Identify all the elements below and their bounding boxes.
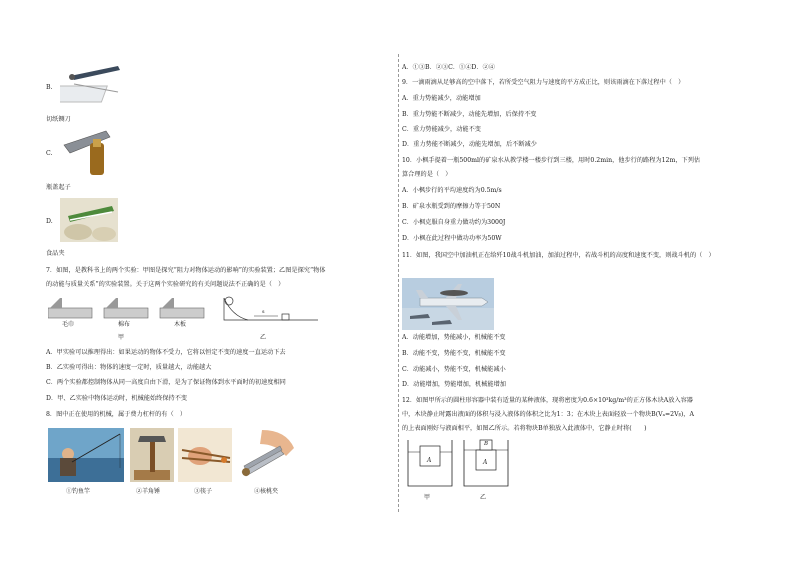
q7-option-c: C．两个实验都控制物体从同一高度自由下滑，是为了保证物体到水平面时的初速度相同 bbox=[46, 379, 286, 386]
q7-stem-line1: 7．如图，是教科书上的两个实验：甲图是探究“阻力对物体运动的影响”的实验装置；乙图是探究“物体 bbox=[46, 267, 326, 274]
q9-option-d: D．重力势能不断减少，动能先增加，后不断减少 bbox=[402, 141, 537, 148]
nutcracker-image bbox=[236, 426, 300, 482]
q12-block-a-yi: A bbox=[483, 459, 488, 466]
bottle-opener-caption: 瓶盖起子 bbox=[46, 184, 71, 191]
q8-answer-options: A．①③B．②③C．①④D．②④ bbox=[402, 64, 495, 71]
q10-option-c: C．小枫克服自身重力做功约为3000J bbox=[402, 219, 506, 226]
q12-block-b: B bbox=[484, 441, 489, 447]
q7-option-d: D．甲、乙实验中物体运动时，机械能始终保持不变 bbox=[46, 395, 188, 402]
q7-option-a: A．甲实验可以推理得出：如果运动的物体不受力，它将以恒定不变的速度一直运动下去 bbox=[46, 349, 286, 356]
q12-block-a-jia: A bbox=[427, 457, 432, 464]
q7-figure bbox=[48, 292, 318, 342]
q9-option-a: A．重力势能减少，动能增加 bbox=[402, 95, 481, 102]
q12-figure-yi: 乙 bbox=[480, 494, 487, 501]
q12-stem-line1: 12．如图甲所示的圆柱形容器中装有适量的某种液体，现将密度为0.6×10³kg/m³的正方体木块A放入容器 bbox=[402, 397, 693, 404]
food-tongs-image bbox=[60, 198, 118, 242]
option-c-label: C. bbox=[46, 150, 53, 157]
claw-hammer-image bbox=[130, 428, 174, 482]
surface-label-wood: 木板 bbox=[174, 321, 187, 328]
q11-option-d: D．动能增加，势能增加，机械能增加 bbox=[402, 381, 506, 388]
q7-option-b: B．乙实验可得出：物体的速度一定时，质量越大，动能越大 bbox=[46, 364, 212, 371]
q12-figure-jia: 甲 bbox=[424, 494, 431, 501]
refueling-aircraft-image bbox=[402, 278, 494, 330]
chopsticks-image bbox=[178, 428, 232, 482]
q10-option-b: B．矿泉水瓶受到的摩擦力等于50N bbox=[402, 203, 501, 210]
q11-option-b: B．动能不变，势能不变，机械能不变 bbox=[402, 350, 506, 357]
q8-stem: 8．图中正在使用的机械，属于费力杠杆的有（ ） bbox=[46, 411, 187, 418]
q12-figure bbox=[404, 436, 514, 490]
q9-option-c: C．重力势能减少，动能不变 bbox=[402, 126, 481, 133]
q12-stem-line2: 中，木块静止时露出液面的体积与浸入液体的体积之比为1：3；在木块上表面轻放一个物块B(Vₐ=2Vᵦ)，A bbox=[402, 411, 694, 418]
q9-stem: 9．一滴雨滴从足够高的空中落下，若所受空气阻力与速度的平方成正比，则该雨滴在下落过程中（ ） bbox=[402, 79, 685, 86]
q7-figure-yi: 乙 bbox=[260, 334, 267, 341]
q10-option-a: A．小枫步行的平均速度约为0.5m/s bbox=[402, 187, 502, 194]
q11-stem: 11．如图，我国空中加油机正在给歼10战斗机加油，加油过程中，若战斗机的高度和速度不变，则战斗机的（ ） bbox=[402, 252, 715, 259]
fishing-rod-image bbox=[48, 428, 124, 482]
option-d-label: D. bbox=[46, 218, 53, 225]
option-b-label: B. bbox=[46, 84, 53, 91]
paper-cutter-image bbox=[60, 62, 122, 106]
bottle-opener-image bbox=[60, 127, 116, 177]
paper-cutter-caption: 切纸铡刀 bbox=[46, 116, 71, 123]
q12-stem-line3: 的上表面刚好与液面相平，如图乙所示。若将物块B单独放入此液体中，它静止时将( ) bbox=[402, 425, 647, 432]
q7-stem-line2: 的动能与质量关系”的实验装置。关于这两个实验研究的有关问题说法不正确的是（ ） bbox=[46, 281, 285, 288]
q7-figure-s: s bbox=[262, 309, 265, 315]
food-tongs-caption: 食品夹 bbox=[46, 250, 65, 257]
surface-label-towel: 毛巾 bbox=[62, 321, 75, 328]
q10-stem-line2: 算合理的是（ ） bbox=[402, 171, 452, 178]
caption-nutcracker: ④核桃夹 bbox=[254, 488, 279, 495]
q7-figure-jia: 甲 bbox=[118, 334, 125, 341]
caption-chopsticks: ③筷子 bbox=[194, 488, 213, 495]
surface-label-cotton: 棉布 bbox=[118, 321, 131, 328]
caption-claw-hammer: ②羊角锤 bbox=[136, 488, 161, 495]
q10-option-d: D．小枫在此过程中做功功率为50W bbox=[402, 235, 502, 242]
q10-stem-line1: 10．小枫手提着一瓶500ml的矿泉水从教学楼一楼步行到三楼，用时0.2min，他步行的路程为12m，下列估 bbox=[402, 157, 701, 164]
q9-option-b: B．重力势能不断减少，动能先增加，后保持不变 bbox=[402, 111, 537, 118]
q11-option-a: A．动能增加，势能减小，机械能不变 bbox=[402, 334, 506, 341]
caption-fishing-rod: ①钓鱼竿 bbox=[66, 488, 91, 495]
column-divider bbox=[398, 54, 399, 512]
q11-option-c: C．动能减小，势能不变，机械能减小 bbox=[402, 366, 506, 373]
